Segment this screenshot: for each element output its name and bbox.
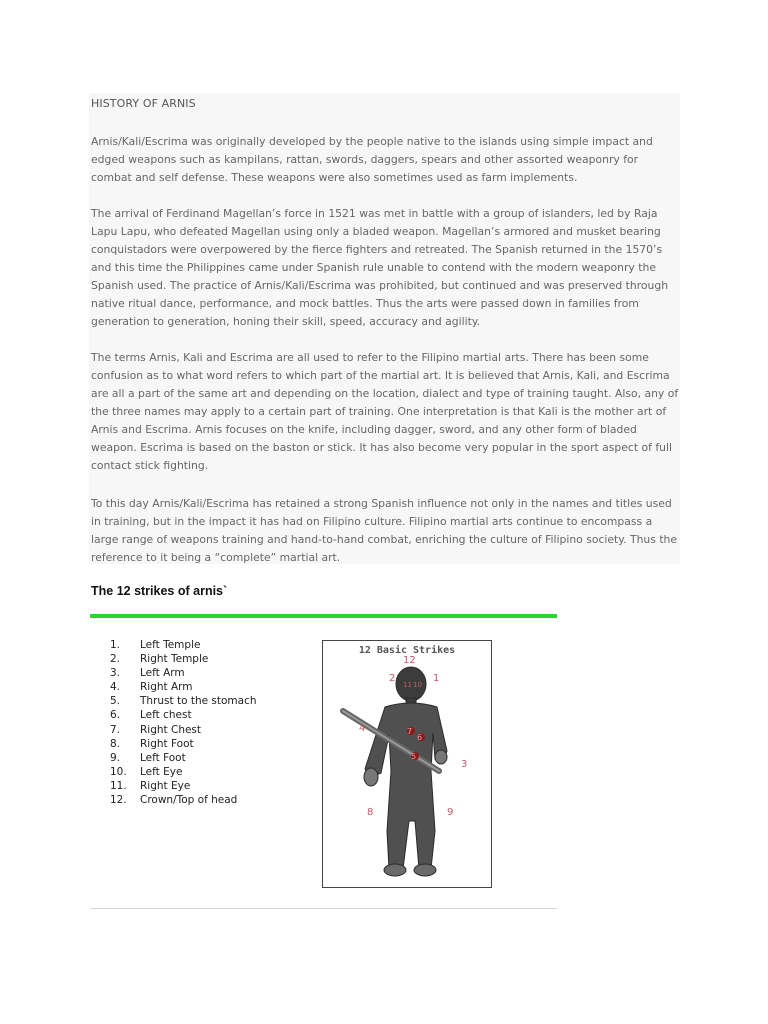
marker-5: 5: [411, 752, 417, 761]
marker-11: 11: [403, 681, 412, 689]
marker-8: 8: [367, 807, 374, 818]
strike-list-item: 8. Right Foot: [110, 737, 194, 750]
strike-list-item: 6. Left chest: [110, 709, 192, 722]
marker-2: 2: [389, 673, 396, 684]
history-paragraph-1: Arnis/Kali/Escrima was originally developed by the people native to the islands using simple impact and edged weapons such as kampilans, rattan, swords, daggers, spears and other assorted weaponry for combat and self defense. These weapons were also sometimes used as farm implements.: [91, 135, 653, 184]
strikes-heading: The 12 strikes of arnis`: [91, 584, 228, 598]
marker-4: 4: [359, 723, 366, 734]
marker-10: 10: [413, 681, 422, 689]
strike-list-item: 12. Crown/Top of head: [110, 794, 238, 807]
history-title: HISTORY OF ARNIS: [91, 97, 196, 110]
marker-7: 7: [407, 727, 413, 736]
strikes-diagram: [322, 640, 492, 888]
marker-3: 3: [461, 759, 468, 770]
history-paragraph-2: The arrival of Ferdinand Magellan’s force in 1521 was met in battle with a group of islanders, led by Raja Lapu Lapu, who defeated Magellan using only a bladed weapon. Magellan’s armored and musket bearing conquistadors were overpowered by the fierce fighters and retreated. The Spanish returned in the 1570’s and this time the Philippines came under Spanish rule unable to contend with the modern weaponry the Spanish used. The practice of Arnis/Kali/Escrima was prohibited, but continued and was preserved through native ritual dance, performance, and mock battles. Thus the arts were passed down in families from generation to generation, honing their skill, speed, accuracy and agility.: [91, 207, 669, 328]
marker-6: 6: [417, 733, 423, 742]
marker-12: 12: [403, 655, 416, 666]
figure-illustration: [323, 641, 491, 887]
strike-list-item: 4. Right Arm: [110, 681, 193, 694]
strike-list-item: 10. Left Eye: [110, 765, 183, 778]
strike-list-item: 3. Left Arm: [110, 667, 185, 680]
strike-list-item: 1. Left Temple: [110, 639, 201, 651]
history-paragraph-3: The terms Arnis, Kali and Escrima are all used to refer to the Filipino martial arts. There has been some confusion as to what word refers to which part of the martial art. It is believed that Arnis, Kali, and Escrima are all a part of the same art and depending on the location, dialect and type of training taught. Also, any of the three names may apply to a certain part of training. One interpretation is that Kali is the mother art of Arnis and Escrima. Arnis focuses on the knife, including dagger, sword, and any other form of bladed weapon. Escrima is based on the baston or stick. It has also become very popular in the sport aspect of full contact stick fighting.: [91, 351, 679, 472]
history-paragraph-4: To this day Arnis/Kali/Escrima has retained a strong Spanish influence not only in the names and titles used in training, but in the impact it has had on Filipino culture. Filipino martial arts continue to encompass a large range of weapons training and hand-to-hand combat, enriching the culture of Filipino society. Thus the reference to it being a “complete” martial art.: [91, 497, 678, 564]
history-section: [89, 93, 680, 564]
marker-9: 9: [447, 807, 454, 818]
diagram-title: 12 Basic Strikes: [358, 645, 456, 656]
strikes-figure: [90, 614, 557, 909]
strike-list-item: 2. Right Temple: [110, 653, 209, 666]
strike-list-item: 5. Thrust to the stomach: [110, 695, 257, 708]
accent-bar: [90, 614, 557, 618]
strike-list-item: 11. Right Eye: [110, 779, 191, 792]
strike-list-item: 9. Left Foot: [110, 751, 186, 764]
strike-list: [110, 638, 257, 807]
strike-list-item: 7. Right Chest: [110, 723, 202, 736]
marker-1: 1: [433, 673, 440, 684]
